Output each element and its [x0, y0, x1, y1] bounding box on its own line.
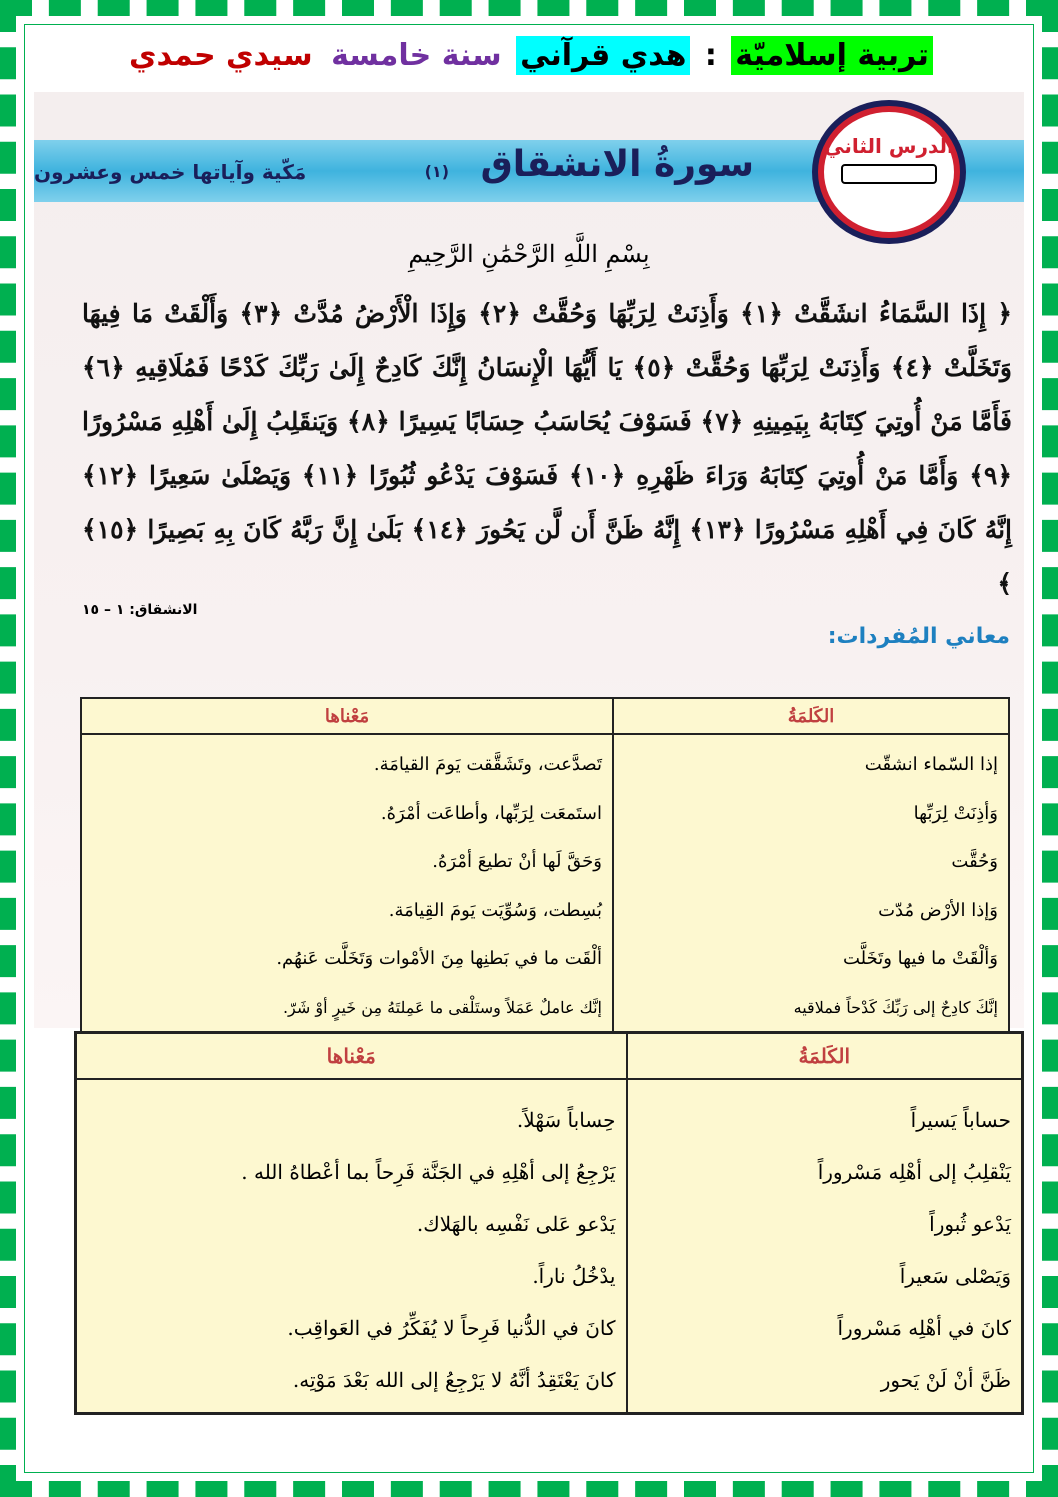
header-word: الكَلمَةُ	[613, 698, 1009, 734]
page-header	[0, 38, 1058, 73]
vocab-table-1	[80, 697, 1010, 1040]
vocab-table-2	[74, 1031, 1024, 1415]
verses: ﴿ إِذَا السَّمَاءُ انشَقَّتْ ﴿١﴾ وَأَذِنَتْ لِرَبِّهَا وَحُقَّتْ ﴿٢﴾ وَإِذَا الْأَرْضُ مُدَّتْ ﴿٣﴾ وَأَلْقَتْ مَا فِيهَا وَتَخَلَّتْ ﴿٤﴾ وَأَذِنَتْ لِرَبِّهَا وَحُقَّتْ ﴿٥﴾ يَا أَيُّهَا الْإِنسَانُ إِنَّكَ كَادِحٌ إِلَىٰ رَبِّكَ كَدْحًا فَمُلَاقِيهِ ﴿٦﴾ فَأَمَّا مَنْ أُوتِيَ كِتَابَهُ بِيَمِينِهِ ﴿٧﴾ فَسَوْفَ يُحَاسَبُ حِسَابًا يَسِيرًا ﴿٨﴾ وَيَنقَلِبُ إِلَىٰ أَهْلِهِ مَسْرُورًا ﴿٩﴾ وَأَمَّا مَنْ أُوتِيَ كِتَابَهُ وَرَاءَ ظَهْرِهِ ﴿١٠﴾ فَسَوْفَ يَدْعُو ثُبُورًا ﴿١١﴾ وَيَصْلَىٰ سَعِيرًا ﴿١٢﴾ إِنَّهُ كَانَ فِي أَهْلِهِ مَسْرُورًا ﴿١٣﴾ إِنَّهُ ظَنَّ أَن لَّن يَحُورَ ﴿١٤﴾ بَلَىٰ إِنَّ رَبَّهُ كَانَ بِهِ بَصِيرًا ﴿١٥﴾ ﴾	[82, 299, 1012, 598]
word: وَإذا الأرْض مُدّت	[878, 899, 998, 921]
meanings-column	[81, 734, 613, 1039]
word: وَألْقَتْ ما فيها وتَخَلَّت	[842, 948, 998, 969]
verse-reference: الانشقاق: ١ – ١٥	[82, 602, 198, 618]
meanings-column	[76, 1079, 627, 1414]
subject: تربية إسلاميّة	[731, 36, 933, 75]
word: وَيَصْلى سَعيراً	[899, 1263, 1011, 1288]
lesson-number: (١)	[424, 162, 449, 181]
meaning: وَحَقَّ لَها أنْ تطيعَ أمْرَهُ.	[432, 851, 602, 872]
header-meaning: مَعْناها	[81, 698, 613, 734]
meaning: ألْقَت ما في بَطنِها مِنَ الأمْوات وَتَخَلَّت عَنهُم.	[276, 948, 602, 969]
surah-title: سورةُ الانشقاق	[480, 144, 754, 185]
meaning: كانَ في الدُّنيا فَرِحاً لا يُفَكِّرُ في العَواقِب.	[287, 1315, 616, 1340]
meaning: إنَّك عاملٌ عَمَلاً وستَلْقى ما عَمِلتَهُ مِن خَيرٍ أوْ شَرّ.	[282, 997, 602, 1017]
word: كانَ في أهْلِه مَسْروراً	[837, 1315, 1011, 1340]
word: إنَّكَ كادِحٌ إلى رَبِّكَ كَدْحاً فملاقيه	[793, 997, 998, 1017]
meaning: تَصدَّعت، وتَشَقَّقت يَومَ القيامَة.	[373, 754, 602, 775]
meaning: كانَ يَعْتَقِدُ أنَّهُ لا يَرْجِعُ إلى الله بَعْدَ مَوْتِه.	[292, 1367, 616, 1392]
surah-meta: مَكّية وآياتها خمس وعشرون	[34, 160, 307, 184]
word: يَدْعو ثُبوراً	[929, 1211, 1011, 1236]
separator: :	[704, 38, 717, 73]
topic: هدي قرآني	[516, 36, 690, 75]
meaning: يدْخُلُ ناراً.	[532, 1263, 616, 1288]
meaning: حِساباً سَهْلاً.	[516, 1107, 616, 1132]
header-meaning: مَعْناها	[76, 1033, 627, 1079]
badge-blank	[841, 164, 937, 184]
vocab-title: معاني المُفردات:	[827, 624, 1010, 649]
meaning: استَمعَت لِرَبِّها، وأطاعَت أمْرَهُ.	[380, 802, 602, 824]
badge-label: الدرس الثاني	[824, 134, 954, 158]
word: حساباً يَسيراً	[910, 1107, 1011, 1132]
word: إذا السّماء انشقّت	[864, 754, 998, 775]
word: ظَنَّ أنْ لَنْ يَحور	[880, 1367, 1011, 1392]
word: وَحُقَّت	[951, 851, 998, 872]
word: يَنْقلِبُ إلى أهْلِه مَسْروراً	[817, 1159, 1011, 1184]
lesson-badge	[814, 102, 964, 242]
author: سيدي حمدي	[129, 38, 313, 73]
words-column	[613, 734, 1009, 1039]
basmala: بِسْمِ اللَّهِ الرَّحْمَٰنِ الرَّحِيمِ	[408, 240, 650, 268]
meaning: يَدْعو عَلى نَفْسِه بالهَلاك.	[416, 1211, 616, 1236]
meaning: يَرْجِعُ إلى أهْلِهِ في الجَنَّة فَرِحاً بما أعْطاهُ الله .	[241, 1159, 616, 1184]
words-column	[627, 1079, 1023, 1414]
meaning: بُسِطت، وَسُوِّيَت يَومَ القِيامَة.	[388, 899, 602, 921]
grade: سنة خامسة	[331, 38, 502, 73]
word: وَأذِنَتْ لِرَبِّها	[913, 802, 998, 824]
header-word: الكَلمَةُ	[627, 1033, 1023, 1079]
